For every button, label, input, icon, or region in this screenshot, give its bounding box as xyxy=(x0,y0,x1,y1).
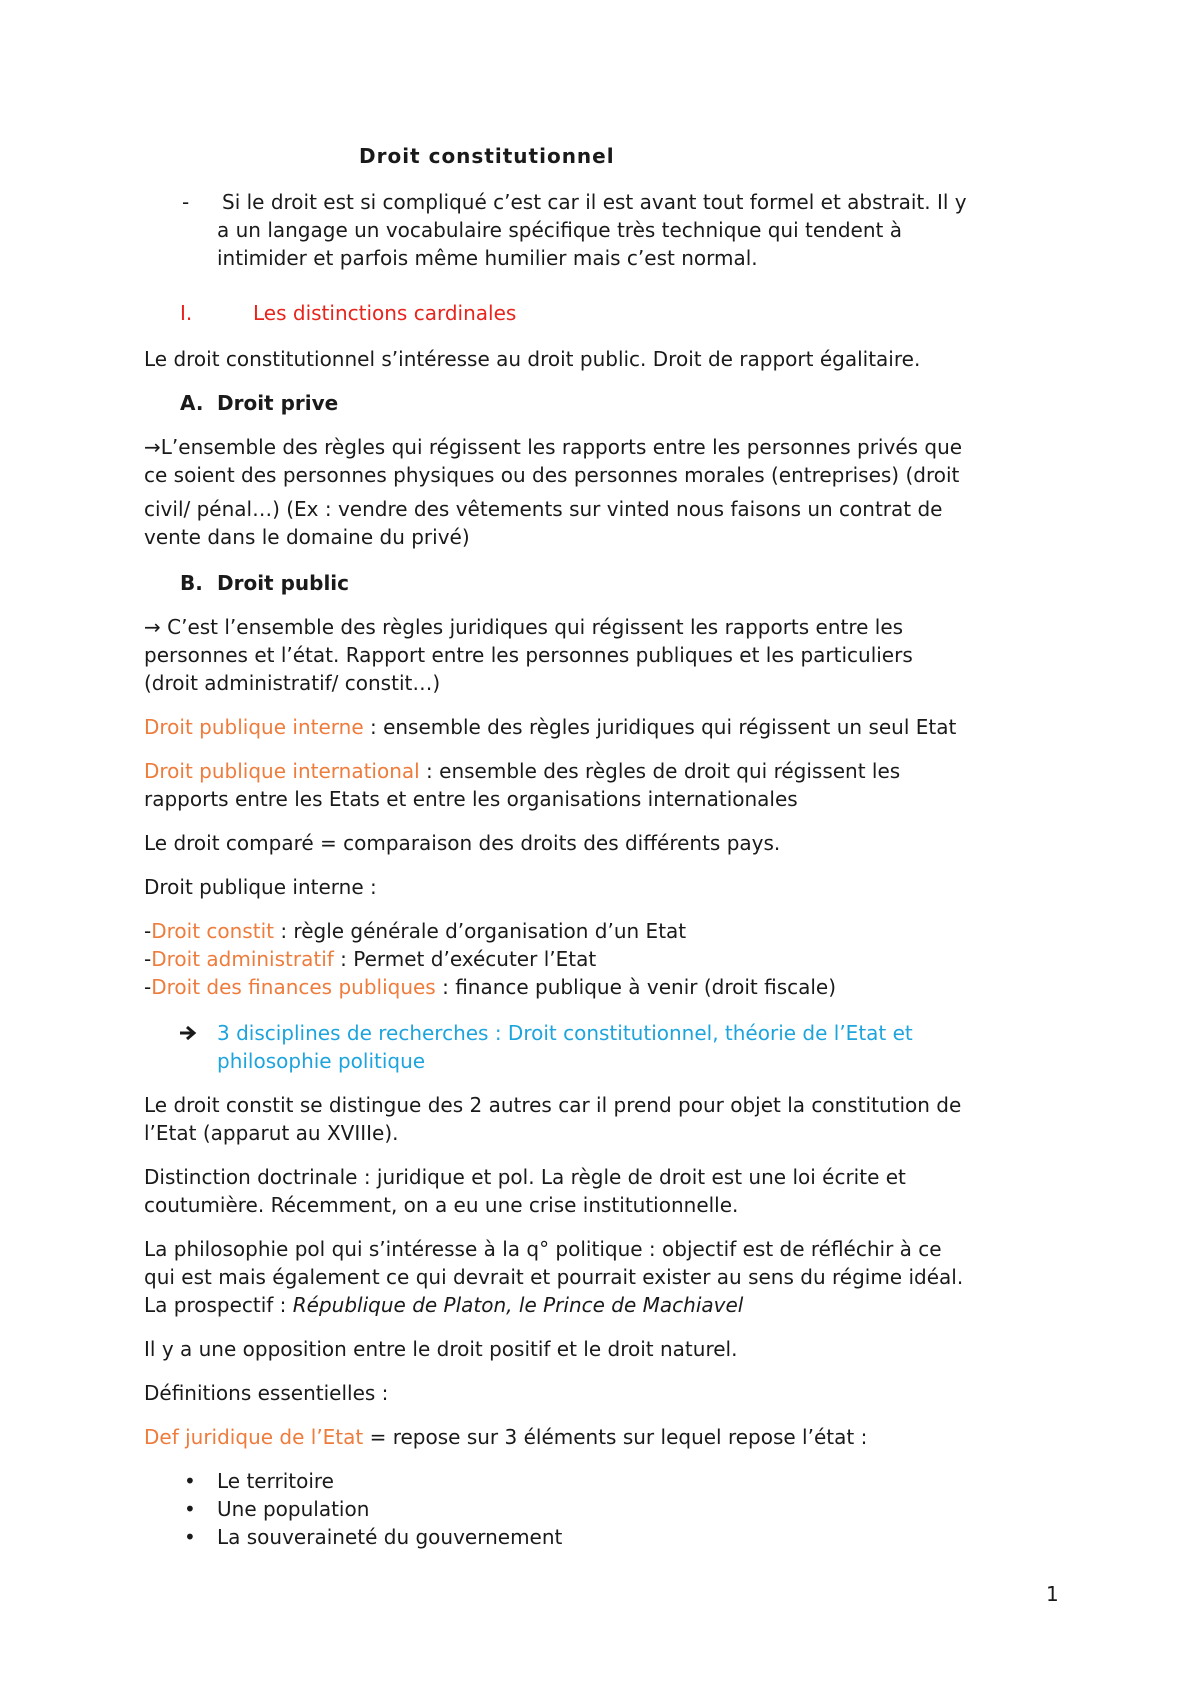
subsection-label: B. xyxy=(180,571,203,595)
paragraph-line: Le droit constit se distingue des 2 autres car il prend pour objet la constitution de xyxy=(144,1093,962,1117)
paragraph-line: →L’ensemble des règles qui régissent les rapports entre les personnes privés que xyxy=(144,435,963,459)
paragraph-line: (droit administratif/ constit…) xyxy=(144,671,441,695)
bullet-icon: • xyxy=(184,1525,196,1549)
intro-dash: - xyxy=(182,190,190,214)
paragraph-line: La philosophie pol qui s’intéresse à la q° politique : objectif est de réfléchir à ce xyxy=(144,1237,942,1261)
intro-line: intimider et parfois même humilier mais c’est normal. xyxy=(217,246,758,270)
list-item: Une population xyxy=(217,1497,370,1521)
definition-line: Droit publique international : ensemble des règles de droit qui régissent les xyxy=(144,759,901,783)
arrow-right-icon: → xyxy=(144,615,161,639)
paragraph-line: qui est mais également ce qui devrait et pourrait exister au sens du régime idéal. xyxy=(144,1265,964,1289)
paragraph: Définitions essentielles : xyxy=(144,1381,389,1405)
list-item: -Droit administratif : Permet d’exécuter l’Etat xyxy=(144,947,597,971)
paragraph-line: personnes et l’état. Rapport entre les personnes publiques et les particuliers xyxy=(144,643,913,667)
paragraph-line: l’Etat (apparut au XVIIIe). xyxy=(144,1121,399,1145)
paragraph-line: → C’est l’ensemble des règles juridiques qui régissent les rapports entre les xyxy=(144,615,904,639)
definition-line: Def juridique de l’Etat = repose sur 3 éléments sur lequel repose l’état : xyxy=(144,1425,868,1449)
arrow-bullet-icon xyxy=(178,1024,198,1042)
document-title: Droit constitutionnel xyxy=(359,144,615,168)
paragraph: Le droit constitutionnel s’intéresse au droit public. Droit de rapport égalitaire. xyxy=(144,347,921,371)
highlight-line: 3 disciplines de recherches : Droit constitutionnel, théorie de l’Etat et xyxy=(217,1021,913,1045)
highlight-line: philosophie politique xyxy=(217,1049,426,1073)
subsection-label: A. xyxy=(180,391,204,415)
intro-line: a un langage un vocabulaire spécifique très technique qui tendent à xyxy=(217,218,902,242)
paragraph-line: vente dans le domaine du privé) xyxy=(144,525,470,549)
paragraph-line: La prospectif : République de Platon, le Prince de Machiavel xyxy=(144,1293,744,1317)
paragraph-line: ce soient des personnes physiques ou des personnes morales (entreprises) (droit xyxy=(144,463,960,487)
paragraph-line: civil/ pénal…) (Ex : vendre des vêtements sur vinted nous faisons un contrat de xyxy=(144,497,943,521)
paragraph-line: Distinction doctrinale : juridique et pol. La règle de droit est une loi écrite et xyxy=(144,1165,906,1189)
list-item: -Droit des finances publiques : finance publique à venir (droit fiscale) xyxy=(144,975,837,999)
intro-line: Si le droit est si compliqué c’est car il est avant tout formel et abstrait. Il y xyxy=(222,190,967,214)
paragraph: Il y a une opposition entre le droit positif et le droit naturel. xyxy=(144,1337,738,1361)
arrow-right-icon: → xyxy=(144,435,161,459)
bullet-icon: • xyxy=(184,1469,196,1493)
section-title: Les distinctions cardinales xyxy=(253,301,517,325)
definition-line: rapports entre les Etats et entre les organisations internationales xyxy=(144,787,798,811)
section-number: I. xyxy=(180,301,193,325)
bullet-icon: • xyxy=(184,1497,196,1521)
subsection-title: Droit public xyxy=(217,571,350,595)
paragraph: Droit publique interne : xyxy=(144,875,377,899)
paragraph: Le droit comparé = comparaison des droits des différents pays. xyxy=(144,831,781,855)
page-number: 1 xyxy=(1046,1582,1059,1606)
paragraph-line: coutumière. Récemment, on a eu une crise institutionnelle. xyxy=(144,1193,739,1217)
definition-line: Droit publique interne : ensemble des règles juridiques qui régissent un seul Etat xyxy=(144,715,957,739)
list-item: -Droit constit : règle générale d’organisation d’un Etat xyxy=(144,919,687,943)
list-item: Le territoire xyxy=(217,1469,334,1493)
list-item: La souveraineté du gouvernement xyxy=(217,1525,563,1549)
subsection-title: Droit prive xyxy=(217,391,339,415)
